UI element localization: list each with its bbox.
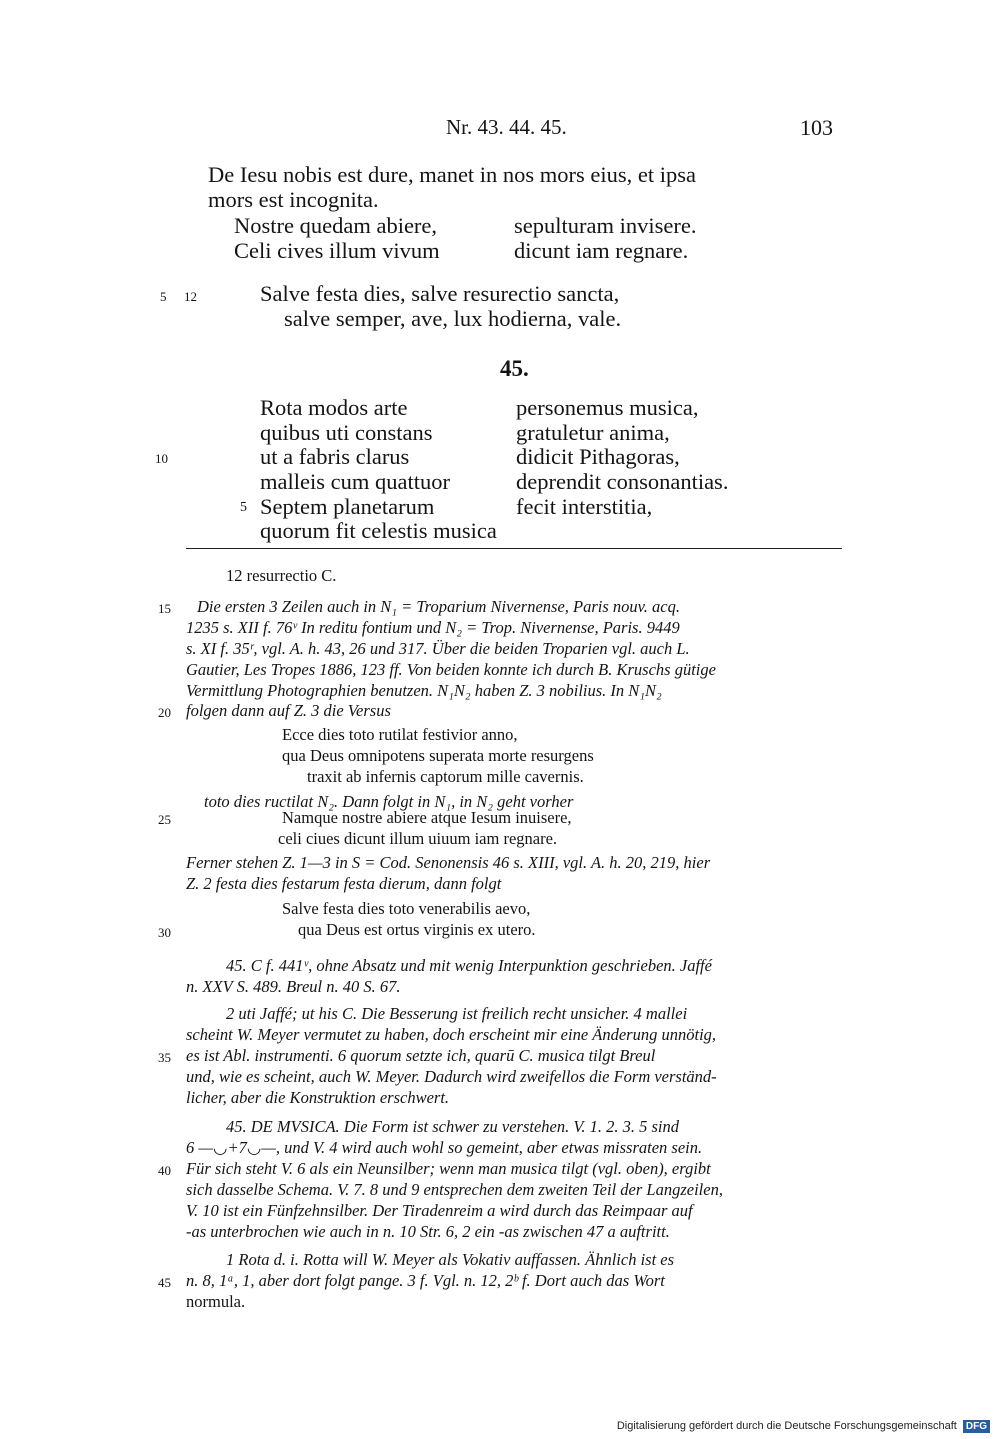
verse-number-5: 5 bbox=[240, 500, 247, 515]
poem-line-2b: gratuletur anima, bbox=[516, 420, 670, 445]
poem-line-5a: Septem planetarum bbox=[260, 494, 435, 519]
line-number-20: 20 bbox=[158, 705, 171, 720]
note-45a-line2: n. XXV S. 489. Breul n. 40 S. 67. bbox=[186, 977, 401, 996]
note-45c-line3: Für sich steht V. 6 als ein Neunsilber; wenn man musica tilgt (vgl. oben), ergibt bbox=[186, 1159, 711, 1178]
poem-line-5b: fecit interstitia, bbox=[516, 494, 653, 519]
salve2-line-1: Salve festa dies toto venerabilis aevo, bbox=[282, 899, 531, 918]
ecce-line-1: Ecce dies toto rutilat festivior anno, bbox=[282, 725, 518, 744]
poem-number: 45. bbox=[500, 356, 529, 381]
namque-line-1: Namque nostre abiere atque Iesum inuisere, bbox=[282, 808, 572, 827]
note-para1-line4: Gautier, Les Tropes 1886, 123 ff. Von beiden konnte ich durch B. Kruschs gütige bbox=[186, 660, 716, 679]
note-para1-line3: s. XI f. 35ʳ, vgl. A. h. 43, 26 und 317. Über die beiden Troparien vgl. auch L. bbox=[186, 639, 690, 658]
line-number-12: 12 bbox=[184, 289, 197, 304]
note-45c-line6: -as unterbrochen wie auch in n. 10 Str. 6, 2 ein -as zwischen 47 a auftritt. bbox=[186, 1222, 670, 1241]
line-number-30: 30 bbox=[158, 925, 171, 940]
line-number-5: 5 bbox=[160, 289, 167, 304]
note-45a-line1: 45. C f. 441ᵛ, ohne Absatz und mit wenig Interpunktion geschrieben. Jaffé bbox=[226, 956, 712, 975]
ferner-line-1: Ferner stehen Z. 1—3 in S = Cod. Senonensis 46 s. XIII, vgl. A. h. 20, 219, hier bbox=[186, 853, 711, 872]
salve2-line-2: qua Deus est ortus virginis ex utero. bbox=[298, 920, 536, 939]
note-para1-line5: Vermittlung Photographien benutzen. N₁N₂ haben Z. 3 nobilius. In N₁N₂ bbox=[186, 681, 662, 700]
running-title: Nr. 43. 44. 45. bbox=[446, 115, 567, 139]
note-45c-line2: 6 —◡+7◡—, und V. 4 wird auch wohl so gemeint, aber etwas missraten sein. bbox=[186, 1138, 703, 1157]
note-45d-line2: n. 8, 1ᵃ, 1, aber dort folgt pange. 3 f. Vgl. n. 12, 2ᵇ f. Dort auch das Wort bbox=[186, 1271, 665, 1290]
note-45b-line1: 2 uti Jaffé; ut his C. Die Besserung ist freilich recht unsicher. 4 mallei bbox=[226, 1004, 688, 1023]
poem-line-3a: ut a fabris clarus bbox=[260, 444, 410, 469]
poem-line-4b: deprendit consonantias. bbox=[516, 469, 729, 494]
dfg-logo: DFG bbox=[963, 1420, 990, 1433]
line-number-35: 35 bbox=[158, 1050, 171, 1065]
note-45b-line5: licher, aber die Konstruktion erschwert. bbox=[186, 1088, 450, 1107]
poem-line-3b: didicit Pithagoras, bbox=[516, 444, 680, 469]
verse-44-2b: dicunt iam regnare. bbox=[514, 238, 689, 263]
footnote-divider bbox=[186, 548, 842, 549]
poem-line-6a: quorum fit celestis musica bbox=[260, 518, 497, 543]
note-45c-line4: sich dasselbe Schema. V. 7. 8 und 9 entsprechen dem zweiten Teil der Langzeilen, bbox=[186, 1180, 723, 1199]
poem-line-1a: Rota modos arte bbox=[260, 395, 408, 420]
note-12: 12 resurrectio C. bbox=[226, 566, 337, 585]
line-number-15: 15 bbox=[158, 601, 171, 616]
verse-44-1a: Nostre quedam abiere, bbox=[234, 213, 438, 238]
line-number-10: 10 bbox=[155, 451, 168, 466]
line-number-45: 45 bbox=[158, 1275, 171, 1290]
prose-line-2: mors est incognita. bbox=[208, 187, 379, 212]
ecce-line-2: qua Deus omnipotens superata morte resurgens bbox=[282, 746, 594, 765]
note-45b-line2: scheint W. Meyer vermutet zu haben, doch erscheint mir eine Änderung unnötig, bbox=[186, 1025, 717, 1044]
salve-line-1: Salve festa dies, salve resurectio sancta, bbox=[260, 281, 620, 306]
salve-line-2: salve semper, ave, lux hodierna, vale. bbox=[284, 306, 622, 331]
toto-line: toto dies ructilat N₂. Dann folgt in N₁, in N₂ geht vorher bbox=[204, 792, 574, 811]
note-45d-line1: 1 Rota d. i. Rotta will W. Meyer als Vokativ auffassen. Ähnlich ist es bbox=[226, 1250, 675, 1269]
ferner-line-2: Z. 2 festa dies festarum festa dierum, dann folgt bbox=[186, 874, 502, 893]
note-45d-line3: normula. bbox=[186, 1292, 246, 1311]
note-para1-line2: 1235 s. XII f. 76ᵛ In reditu fontium und N₂ = Trop. Nivernense, Paris. 9449 bbox=[186, 618, 680, 637]
verse-44-1b: sepulturam invisere. bbox=[514, 213, 697, 238]
digitization-credit bbox=[617, 1420, 990, 1433]
note-45c-line1: 45. DE MVSICA. Die Form ist schwer zu verstehen. V. 1. 2. 3. 5 sind bbox=[226, 1117, 679, 1136]
note-45c-line5: V. 10 ist ein Fünfzehnsilber. Der Tiradenreim a wird durch das Reimpaar auf bbox=[186, 1201, 693, 1220]
note-45b-line4: und, wie es scheint, auch W. Meyer. Dadurch wird zweifellos die Form verständ- bbox=[186, 1067, 717, 1086]
verse-44-2a: Celi cives illum vivum bbox=[234, 238, 440, 263]
ecce-line-3: traxit ab infernis captorum mille cavernis. bbox=[307, 767, 584, 786]
line-number-25: 25 bbox=[158, 812, 171, 827]
note-para1-line6: folgen dann auf Z. 3 die Versus bbox=[186, 701, 391, 720]
poem-line-2a: quibus uti constans bbox=[260, 420, 433, 445]
note-45b-line3: es ist Abl. instrumenti. 6 quorum setzte ich, quarū C. musica tilgt Breul bbox=[186, 1046, 656, 1065]
line-number-40: 40 bbox=[158, 1163, 171, 1178]
credit-text: Digitalisierung gefördert durch die Deutsche Forschungsgemeinschaft bbox=[616, 1420, 957, 1432]
page-number: 103 bbox=[800, 115, 833, 140]
poem-line-4a: malleis cum quattuor bbox=[260, 469, 450, 494]
prose-line-1: De Iesu nobis est dure, manet in nos mors eius, et ipsa bbox=[208, 162, 697, 187]
poem-line-1b: personemus musica, bbox=[516, 395, 699, 420]
namque-line-2: celi ciues dicunt illum uiuum iam regnare. bbox=[278, 829, 558, 848]
note-para1-line1: Die ersten 3 Zeilen auch in N₁ = Troparium Nivernense, Paris nouv. acq. bbox=[197, 597, 680, 616]
